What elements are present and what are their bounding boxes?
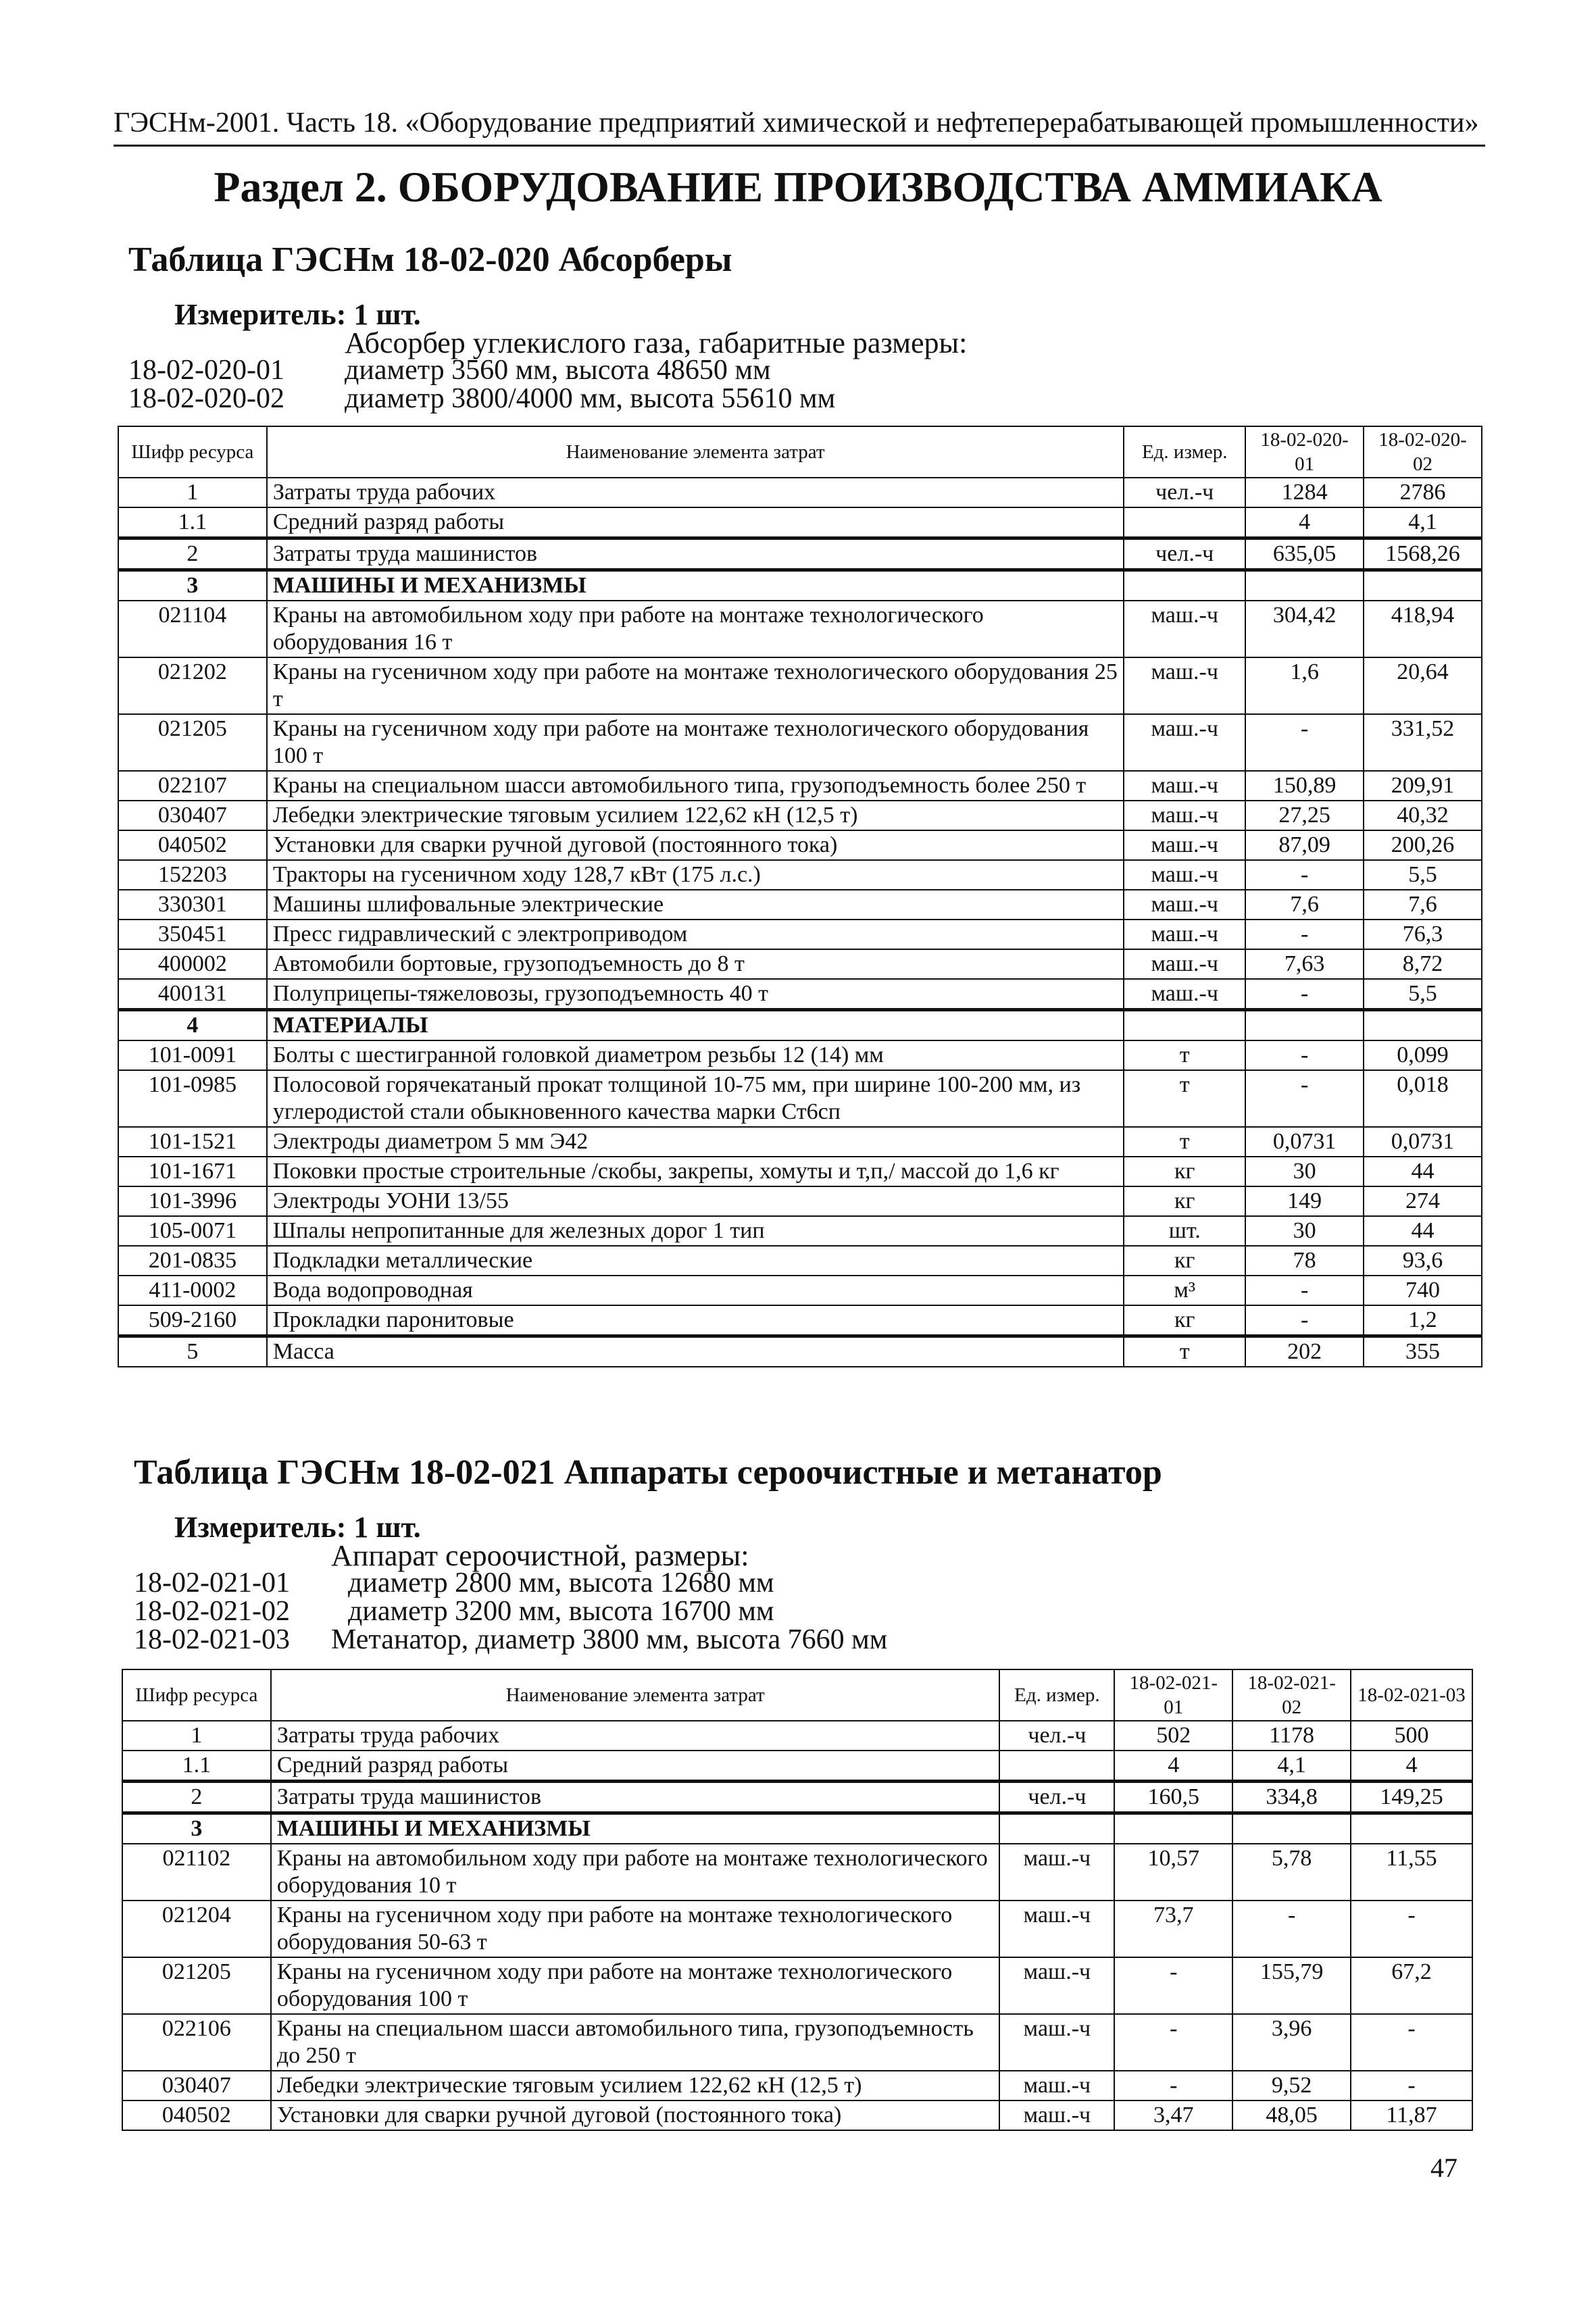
cost-element-cell: Поковки простые строительные /скобы, закрепы, хомуты и т,п,/ массой до 1,6 кг <box>267 1157 1124 1186</box>
value-cell: 0,0731 <box>1364 1127 1482 1157</box>
resource-code-cell: 101-3996 <box>118 1186 267 1216</box>
value-cell: - <box>1351 1901 1472 1957</box>
value-cell: - <box>1114 2071 1232 2101</box>
value-cell: 155,79 <box>1232 1957 1351 2014</box>
value-cell: 740 <box>1364 1276 1482 1305</box>
value-cell: - <box>1351 2071 1472 2101</box>
section-title: Раздел 2. ОБОРУДОВАНИЕ ПРОИЗВОДСТВА АММИАКА <box>214 163 1382 211</box>
cost-element-cell: Лебедки электрические тяговым усилием 122,62 кН (12,5 т) <box>271 2071 1000 2101</box>
column-header: 18-02-020-02 <box>1364 426 1482 478</box>
unit-cell: м³ <box>1124 1276 1245 1305</box>
resource-code-cell: 2 <box>118 538 267 570</box>
unit-cell: чел.-ч <box>1124 538 1245 570</box>
table2-measure: Измеритель: 1 шт. <box>174 1511 421 1544</box>
table2-variant-desc: диаметр 2800 мм, высота 12680 мм <box>348 1567 774 1599</box>
cost-element-cell: Установки для сварки ручной дуговой (постоянного тока) <box>271 2101 1000 2130</box>
unit-cell: маш.-ч <box>999 2101 1114 2130</box>
value-cell: - <box>1245 1070 1364 1127</box>
value-cell: 4 <box>1114 1751 1232 1782</box>
value-cell: - <box>1245 979 1364 1010</box>
table-row <box>122 1901 1472 1957</box>
table-row <box>122 1844 1472 1901</box>
resource-code-cell: 1 <box>118 478 267 507</box>
cost-element-cell: Краны на специальном шасси автомобильного типа, грузоподъемность более 250 т <box>267 771 1124 801</box>
value-cell: 67,2 <box>1351 1957 1472 2014</box>
value-cell: 27,25 <box>1245 801 1364 830</box>
table-row <box>118 860 1482 890</box>
resource-code-cell: 1 <box>122 1721 271 1751</box>
value-cell: 149,25 <box>1351 1782 1472 1813</box>
table-row <box>122 2101 1472 2130</box>
unit-cell: маш.-ч <box>1124 949 1245 979</box>
resource-code-cell: 509-2160 <box>118 1305 267 1336</box>
table-row <box>122 1813 1472 1844</box>
table-row <box>118 830 1482 860</box>
value-cell: - <box>1245 920 1364 949</box>
cost-element-cell: МАШИНЫ И МЕХАНИЗМЫ <box>271 1813 1000 1844</box>
table-row <box>122 1782 1472 1813</box>
table1-measure: Измеритель: 1 шт. <box>174 298 421 331</box>
resource-code-cell: 021205 <box>118 714 267 771</box>
resource-code-cell: 101-0091 <box>118 1040 267 1070</box>
value-cell: 502 <box>1114 1721 1232 1751</box>
resource-code-cell: 021205 <box>122 1957 271 2014</box>
resource-code-cell: 3 <box>122 1813 271 1844</box>
value-cell: 200,26 <box>1364 830 1482 860</box>
table-row <box>118 1070 1482 1127</box>
unit-cell: маш.-ч <box>999 2071 1114 2101</box>
unit-cell: т <box>1124 1336 1245 1367</box>
resource-code-cell: 201-0835 <box>118 1246 267 1276</box>
value-cell: 334,8 <box>1232 1782 1351 1813</box>
column-header: Наименование элемента затрат <box>267 426 1124 478</box>
value-cell: 11,87 <box>1351 2101 1472 2130</box>
resource-code-cell: 5 <box>118 1336 267 1367</box>
cost-element-cell: Краны на гусеничном ходу при работе на монтаже технологического оборудования 25 т <box>267 657 1124 714</box>
value-cell: 160,5 <box>1114 1782 1232 1813</box>
value-cell: 274 <box>1364 1186 1482 1216</box>
value-cell: 44 <box>1364 1216 1482 1246</box>
unit-cell <box>1124 570 1245 601</box>
value-cell: 4,1 <box>1232 1751 1351 1782</box>
table-row <box>118 714 1482 771</box>
cost-element-cell: МАТЕРИАЛЫ <box>267 1010 1124 1041</box>
cost-element-cell: МАШИНЫ И МЕХАНИЗМЫ <box>267 570 1124 601</box>
table-row <box>118 1276 1482 1305</box>
table-row <box>118 1040 1482 1070</box>
value-cell: 78 <box>1245 1246 1364 1276</box>
unit-cell: маш.-ч <box>1124 920 1245 949</box>
resource-code-cell: 022106 <box>122 2014 271 2071</box>
value-cell: 5,78 <box>1232 1844 1351 1901</box>
value-cell: - <box>1245 1276 1364 1305</box>
table-row <box>118 979 1482 1010</box>
value-cell: - <box>1232 1901 1351 1957</box>
value-cell: - <box>1351 2014 1472 2071</box>
table2-variant-code: 18-02-021-02 <box>134 1596 290 1627</box>
value-cell: 7,63 <box>1245 949 1364 979</box>
unit-cell <box>999 1813 1114 1844</box>
table-row <box>118 890 1482 920</box>
table1-variant-code: 18-02-020-02 <box>128 383 284 414</box>
table-row <box>118 1127 1482 1157</box>
value-cell: 1568,26 <box>1364 538 1482 570</box>
table-row <box>118 949 1482 979</box>
cost-element-cell: Затраты труда машинистов <box>267 538 1124 570</box>
value-cell: 3,96 <box>1232 2014 1351 2071</box>
table-row <box>122 2071 1472 2101</box>
value-cell: 418,94 <box>1364 601 1482 657</box>
unit-cell <box>999 1751 1114 1782</box>
unit-cell <box>1124 507 1245 538</box>
column-header: 18-02-021-03 <box>1351 1669 1472 1721</box>
resource-code-cell: 411-0002 <box>118 1276 267 1305</box>
resource-code-cell: 152203 <box>118 860 267 890</box>
unit-cell: маш.-ч <box>1124 830 1245 860</box>
resource-code-cell: 040502 <box>122 2101 271 2130</box>
table-row <box>118 570 1482 601</box>
table-row <box>118 478 1482 507</box>
cost-element-cell: Пресс гидравлический с электроприводом <box>267 920 1124 949</box>
table2-variant-desc: Метанатор, диаметр 3800 мм, высота 7660 мм <box>331 1624 888 1655</box>
table-row <box>118 1186 1482 1216</box>
value-cell <box>1364 1010 1482 1041</box>
value-cell: - <box>1114 1957 1232 2014</box>
value-cell: 500 <box>1351 1721 1472 1751</box>
column-header: Шифр ресурса <box>122 1669 271 1721</box>
value-cell: 44 <box>1364 1157 1482 1186</box>
value-cell: 202 <box>1245 1336 1364 1367</box>
table-row <box>122 1957 1472 2014</box>
cost-element-cell: Болты с шестигранной головкой диаметром резьбы 12 (14) мм <box>267 1040 1124 1070</box>
resource-code-cell: 021104 <box>118 601 267 657</box>
value-cell: 48,05 <box>1232 2101 1351 2130</box>
unit-cell: чел.-ч <box>1124 478 1245 507</box>
page-number: 47 <box>1430 2153 1457 2183</box>
unit-cell: маш.-ч <box>1124 860 1245 890</box>
column-header: Ед. измер. <box>1124 426 1245 478</box>
unit-cell: кг <box>1124 1246 1245 1276</box>
value-cell: 149 <box>1245 1186 1364 1216</box>
value-cell: 1178 <box>1232 1721 1351 1751</box>
value-cell: 635,05 <box>1245 538 1364 570</box>
value-cell: 7,6 <box>1245 890 1364 920</box>
value-cell <box>1364 570 1482 601</box>
unit-cell: чел.-ч <box>999 1782 1114 1813</box>
value-cell <box>1351 1813 1472 1844</box>
unit-cell: маш.-ч <box>1124 601 1245 657</box>
cost-element-cell: Прокладки паронитовые <box>267 1305 1124 1336</box>
value-cell: 10,57 <box>1114 1844 1232 1901</box>
table1-subject: Абсорбер углекислого газа, габаритные размеры: <box>345 326 968 359</box>
table-row <box>118 657 1482 714</box>
cost-element-cell: Краны на специальном шасси автомобильного типа, грузоподъемность до 250 т <box>271 2014 1000 2071</box>
cost-element-cell: Краны на автомобильном ходу при работе на монтаже технологического оборудования 10 т <box>271 1844 1000 1901</box>
unit-cell <box>1124 1010 1245 1041</box>
unit-cell: кг <box>1124 1305 1245 1336</box>
column-header: Наименование элемента затрат <box>271 1669 1000 1721</box>
value-cell: 93,6 <box>1364 1246 1482 1276</box>
cost-element-cell: Краны на гусеничном ходу при работе на монтаже технологического оборудования 50-63 т <box>271 1901 1000 1957</box>
resource-code-cell: 022107 <box>118 771 267 801</box>
value-cell: 304,42 <box>1245 601 1364 657</box>
resource-table-2 <box>122 1669 1473 2131</box>
value-cell: 5,5 <box>1364 860 1482 890</box>
cost-element-cell: Средний разряд работы <box>267 507 1124 538</box>
column-header: 18-02-021-02 <box>1232 1669 1351 1721</box>
cost-element-cell: Автомобили бортовые, грузоподъемность до 8 т <box>267 949 1124 979</box>
unit-cell: маш.-ч <box>1124 657 1245 714</box>
table2-subject: Аппарат сероочистной, размеры: <box>331 1539 749 1572</box>
value-cell: 0,018 <box>1364 1070 1482 1127</box>
value-cell: 4,1 <box>1364 507 1482 538</box>
value-cell: 40,32 <box>1364 801 1482 830</box>
table1-variant-desc: диаметр 3800/4000 мм, высота 55610 мм <box>345 383 836 414</box>
cost-element-cell: Электроды УОНИ 13/55 <box>267 1186 1124 1216</box>
column-header: 18-02-020-01 <box>1245 426 1364 478</box>
value-cell <box>1232 1813 1351 1844</box>
table2-title: Таблица ГЭСНм 18-02-021 Аппараты сероочистные и метанатор <box>134 1453 1162 1492</box>
value-cell: 209,91 <box>1364 771 1482 801</box>
value-cell: 73,7 <box>1114 1901 1232 1957</box>
value-cell: 355 <box>1364 1336 1482 1367</box>
unit-cell: маш.-ч <box>999 1957 1114 2014</box>
table-row <box>122 2014 1472 2071</box>
cost-element-cell: Установки для сварки ручной дуговой (постоянного тока) <box>267 830 1124 860</box>
value-cell <box>1245 570 1364 601</box>
cost-element-cell: Затраты труда рабочих <box>267 478 1124 507</box>
unit-cell: маш.-ч <box>999 1844 1114 1901</box>
value-cell: 4 <box>1245 507 1364 538</box>
resource-code-cell: 3 <box>118 570 267 601</box>
value-cell: 150,89 <box>1245 771 1364 801</box>
column-header: Шифр ресурса <box>118 426 267 478</box>
value-cell: 1,6 <box>1245 657 1364 714</box>
table-row <box>118 1010 1482 1041</box>
value-cell: 7,6 <box>1364 890 1482 920</box>
cost-element-cell: Краны на гусеничном ходу при работе на монтаже технологического оборудования 100 т <box>267 714 1124 771</box>
value-cell <box>1245 1010 1364 1041</box>
value-cell: 20,64 <box>1364 657 1482 714</box>
resource-code-cell: 021102 <box>122 1844 271 1901</box>
unit-cell: маш.-ч <box>1124 771 1245 801</box>
value-cell: 9,52 <box>1232 2071 1351 2101</box>
value-cell: - <box>1245 714 1364 771</box>
table1-title: Таблица ГЭСНм 18-02-020 Абсорберы <box>128 241 732 279</box>
resource-code-cell: 101-1521 <box>118 1127 267 1157</box>
cost-element-cell: Краны на гусеничном ходу при работе на монтаже технологического оборудования 100 т <box>271 1957 1000 2014</box>
unit-cell: маш.-ч <box>1124 890 1245 920</box>
resource-table-1 <box>118 426 1482 1367</box>
resource-code-cell: 101-1671 <box>118 1157 267 1186</box>
resource-code-cell: 330301 <box>118 890 267 920</box>
resource-code-cell: 040502 <box>118 830 267 860</box>
cost-element-cell: Электроды диаметром 5 мм Э42 <box>267 1127 1124 1157</box>
resource-code-cell: 350451 <box>118 920 267 949</box>
cost-element-cell: Подкладки металлические <box>267 1246 1124 1276</box>
table-row <box>118 920 1482 949</box>
table-row <box>118 1216 1482 1246</box>
value-cell: 0,0731 <box>1245 1127 1364 1157</box>
resource-code-cell: 1.1 <box>122 1751 271 1782</box>
cost-element-cell: Затраты труда рабочих <box>271 1721 1000 1751</box>
value-cell: - <box>1114 2014 1232 2071</box>
resource-code-cell: 021204 <box>122 1901 271 1957</box>
table-row <box>118 1336 1482 1367</box>
table1-variant-desc: диаметр 3560 мм, высота 48650 мм <box>345 355 771 386</box>
value-cell: 5,5 <box>1364 979 1482 1010</box>
unit-cell: т <box>1124 1070 1245 1127</box>
resource-code-cell: 4 <box>118 1010 267 1041</box>
cost-element-cell: Полосовой горячекатаный прокат толщиной 10-75 мм, при ширине 100-200 мм, из углеродистой стали обыкновенного качества марки Ст6сп <box>267 1070 1124 1127</box>
value-cell: - <box>1245 1040 1364 1070</box>
resource-code-cell: 030407 <box>122 2071 271 2101</box>
table-row <box>118 507 1482 538</box>
value-cell: 30 <box>1245 1157 1364 1186</box>
cost-element-cell: Масса <box>267 1336 1124 1367</box>
value-cell: 87,09 <box>1245 830 1364 860</box>
value-cell: 4 <box>1351 1751 1472 1782</box>
resource-code-cell: 030407 <box>118 801 267 830</box>
table-row <box>118 1305 1482 1336</box>
unit-cell: шт. <box>1124 1216 1245 1246</box>
table2-variant-desc: диаметр 3200 мм, высота 16700 мм <box>348 1596 774 1627</box>
cost-element-cell: Тракторы на гусеничном ходу 128,7 кВт (175 л.с.) <box>267 860 1124 890</box>
cost-element-cell: Вода водопроводная <box>267 1276 1124 1305</box>
value-cell <box>1114 1813 1232 1844</box>
cost-element-cell: Машины шлифовальные электрические <box>267 890 1124 920</box>
cost-element-cell: Лебедки электрические тяговым усилием 122,62 кН (12,5 т) <box>267 801 1124 830</box>
table-row <box>118 1246 1482 1276</box>
value-cell: 1,2 <box>1364 1305 1482 1336</box>
column-header: Ед. измер. <box>999 1669 1114 1721</box>
value-cell: 0,099 <box>1364 1040 1482 1070</box>
value-cell: - <box>1245 1305 1364 1336</box>
value-cell: 76,3 <box>1364 920 1482 949</box>
resource-code-cell: 021202 <box>118 657 267 714</box>
unit-cell: чел.-ч <box>999 1721 1114 1751</box>
cost-element-cell: Полуприцепы-тяжеловозы, грузоподъемность 40 т <box>267 979 1124 1010</box>
cost-element-cell: Затраты труда машинистов <box>271 1782 1000 1813</box>
value-cell: - <box>1245 860 1364 890</box>
unit-cell: кг <box>1124 1157 1245 1186</box>
value-cell: 8,72 <box>1364 949 1482 979</box>
cost-element-cell: Средний разряд работы <box>271 1751 1000 1782</box>
value-cell: 331,52 <box>1364 714 1482 771</box>
unit-cell: кг <box>1124 1186 1245 1216</box>
value-cell: 2786 <box>1364 478 1482 507</box>
resource-code-cell: 105-0071 <box>118 1216 267 1246</box>
table-row <box>118 801 1482 830</box>
table-row <box>118 601 1482 657</box>
unit-cell: т <box>1124 1040 1245 1070</box>
resource-code-cell: 400002 <box>118 949 267 979</box>
resource-code-cell: 400131 <box>118 979 267 1010</box>
value-cell: 30 <box>1245 1216 1364 1246</box>
table-row <box>122 1721 1472 1751</box>
value-cell: 1284 <box>1245 478 1364 507</box>
resource-code-cell: 2 <box>122 1782 271 1813</box>
running-header: ГЭСНм-2001. Часть 18. «Оборудование предприятий химической и нефтеперерабатывающей промышленности» <box>114 107 1485 147</box>
table-row <box>122 1751 1472 1782</box>
table-row <box>118 1157 1482 1186</box>
unit-cell: маш.-ч <box>999 2014 1114 2071</box>
value-cell: 11,55 <box>1351 1844 1472 1901</box>
column-header: 18-02-021-01 <box>1114 1669 1232 1721</box>
table-row <box>118 771 1482 801</box>
unit-cell: маш.-ч <box>999 1901 1114 1957</box>
table2-variant-code: 18-02-021-01 <box>134 1567 290 1599</box>
unit-cell: маш.-ч <box>1124 801 1245 830</box>
cost-element-cell: Шпалы непропитанные для железных дорог 1 тип <box>267 1216 1124 1246</box>
unit-cell: маш.-ч <box>1124 714 1245 771</box>
cost-element-cell: Краны на автомобильном ходу при работе на монтаже технологического оборудования 16 т <box>267 601 1124 657</box>
table1-variant-code: 18-02-020-01 <box>128 355 284 386</box>
unit-cell: маш.-ч <box>1124 979 1245 1010</box>
table-row <box>118 538 1482 570</box>
resource-code-cell: 101-0985 <box>118 1070 267 1127</box>
resource-code-cell: 1.1 <box>118 507 267 538</box>
table2-variant-code: 18-02-021-03 <box>134 1624 290 1655</box>
value-cell: 3,47 <box>1114 2101 1232 2130</box>
unit-cell: т <box>1124 1127 1245 1157</box>
